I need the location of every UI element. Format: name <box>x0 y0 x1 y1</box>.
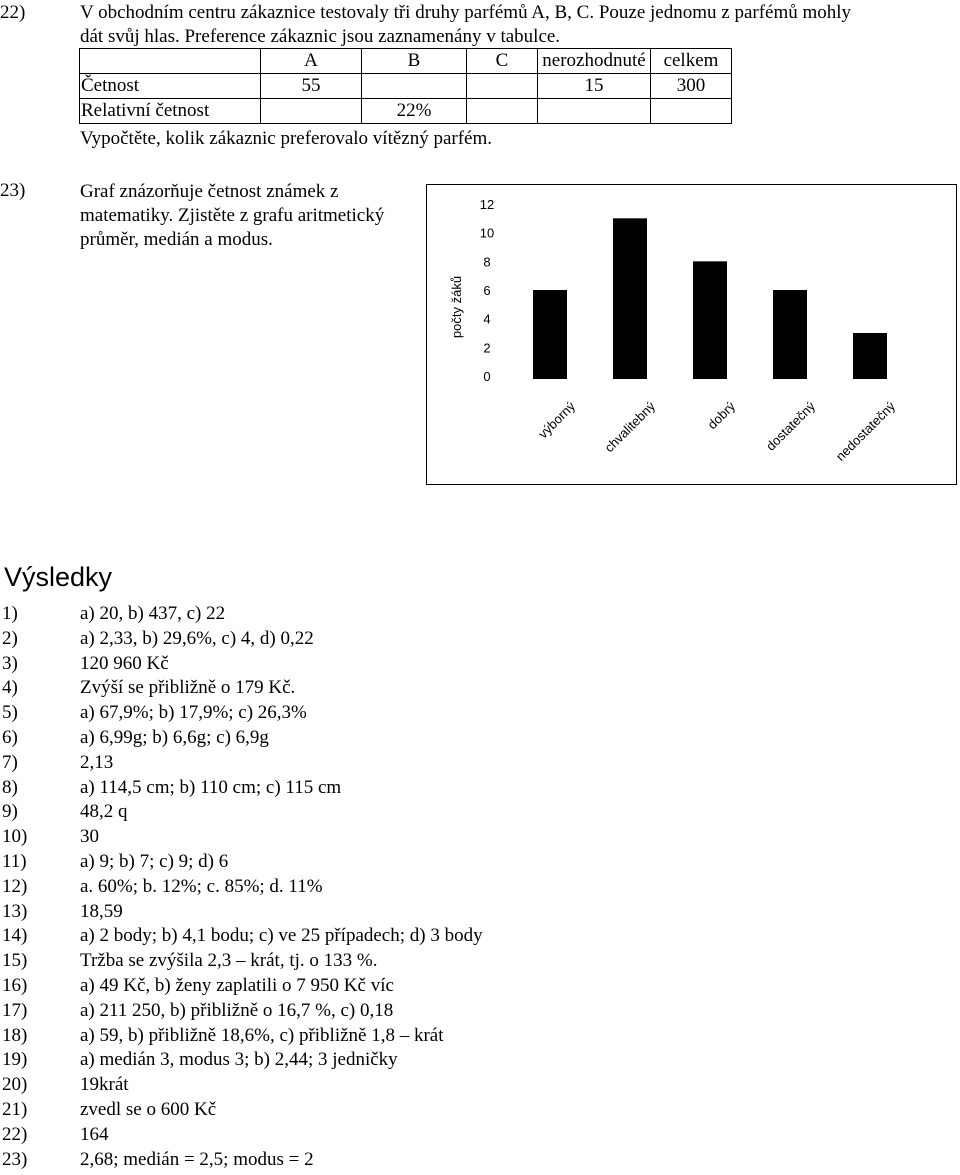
problem-22-number: 22) <box>0 2 26 23</box>
answer-text: a) 114,5 cm; b) 110 cm; c) 115 cm <box>80 776 342 798</box>
y-tick-label: 0 <box>483 369 491 384</box>
list-item <box>0 924 960 949</box>
preference-table <box>79 48 732 124</box>
answer-number: 21) <box>2 1098 28 1120</box>
answer-number: 12) <box>2 875 28 897</box>
answer-text: 19krát <box>80 1074 129 1096</box>
answer-number: 1) <box>2 603 18 624</box>
bar-1 <box>533 290 567 379</box>
answer-number: 9) <box>2 801 18 823</box>
y-tick-label: 2 <box>483 340 491 356</box>
list-item <box>0 949 960 974</box>
answer-text: a) 59, b) přibližně 18,6%, c) přibližně 1,8 – krát <box>80 1024 444 1046</box>
table-row-label: Relativní četnost <box>80 99 261 124</box>
list-item <box>0 800 960 825</box>
y-tick-label: 12 <box>479 197 495 212</box>
table-header-cell: A <box>261 49 362 74</box>
answer-text: 18,59 <box>80 900 123 922</box>
list-item <box>0 1148 960 1173</box>
answer-number: 2) <box>2 627 18 649</box>
answer-number: 5) <box>2 702 18 724</box>
list-item <box>0 1123 960 1148</box>
list-item <box>0 875 960 900</box>
table-row-label: Četnost <box>80 74 261 99</box>
answer-text: Tržba se zvýšila 2,3 – krát, tj. o 133 %. <box>80 950 378 972</box>
answer-text: 48,2 q <box>80 801 128 823</box>
bar-2 <box>613 218 647 379</box>
y-tick-label: 6 <box>483 283 491 298</box>
answer-number: 16) <box>2 974 28 996</box>
y-tick-label: 4 <box>483 311 491 327</box>
table-cell: 15 <box>538 74 651 99</box>
answer-text: a) 211 250, b) přibližně o 16,7 %, c) 0,18 <box>80 999 394 1021</box>
list-item <box>0 900 960 925</box>
answer-number: 17) <box>2 999 28 1021</box>
table-cell: 55 <box>261 74 362 99</box>
x-category-label: výborný <box>535 398 579 442</box>
answer-text: Zvýší se přibližně o 179 Kč. <box>80 677 296 699</box>
x-category-label: dostatečný <box>763 398 819 454</box>
table-cell: 22% <box>362 99 467 124</box>
answer-text: a) 6,99g; b) 6,6g; c) 6,9g <box>80 726 269 748</box>
answer-number: 14) <box>2 925 28 947</box>
answer-number: 11) <box>2 850 27 872</box>
answer-number: 13) <box>2 900 28 922</box>
problem-23-number: 23) <box>0 180 26 201</box>
answer-number: 8) <box>2 776 18 798</box>
bar-3 <box>693 261 727 379</box>
y-tick-label: 8 <box>483 254 491 270</box>
table-cell <box>538 99 651 124</box>
answer-text: a) 49 Kč, b) ženy zaplatili o 7 950 Kč víc <box>80 974 394 996</box>
list-item <box>0 1048 960 1073</box>
list-item <box>0 726 960 751</box>
table-header-cell: nerozhodnuté <box>538 49 651 74</box>
grades-bar-chart <box>426 184 957 485</box>
x-category-label: chvalitebný <box>601 398 659 456</box>
problem-22-question: Vypočtěte, kolik zákaznic preferovalo vítězný parfém. <box>80 128 493 149</box>
answer-text: a) medián 3, modus 3; b) 2,44; 3 jedničky <box>80 1049 398 1071</box>
answer-number: 20) <box>2 1074 28 1096</box>
list-item <box>0 850 960 875</box>
table-header-cell: B <box>362 49 467 74</box>
x-category-label: nedostatečný <box>832 398 899 464</box>
list-item <box>0 1073 960 1098</box>
list-item <box>0 1024 960 1049</box>
table-cell <box>467 74 538 99</box>
answer-text: 2,13 <box>80 751 114 773</box>
table-header-cell: C <box>467 49 538 74</box>
list-item <box>0 652 960 677</box>
list-item <box>0 825 960 850</box>
table-header-cell <box>80 49 261 74</box>
answer-number: 10) <box>2 826 28 848</box>
answer-number: 22) <box>2 1123 28 1145</box>
answer-text: a) 2,33, b) 29,6%, c) 4, d) 0,22 <box>80 627 314 649</box>
table-row <box>80 74 732 99</box>
problem-22-text-line1: V obchodním centru zákaznice testovaly tři druhy parfémů A, B, C. Pouze jednomu z parfémů mohly <box>80 2 852 23</box>
list-item <box>0 974 960 999</box>
problem-22-text-line2: dát svůj hlas. Preference zákaznic jsou zaznamenány v tabulce. <box>80 26 561 47</box>
table-row <box>80 99 732 124</box>
list-item <box>0 676 960 701</box>
answer-number: 23) <box>2 1148 28 1170</box>
answer-text: 164 <box>80 1123 109 1145</box>
list-item <box>0 627 960 652</box>
answer-number: 7) <box>2 751 18 773</box>
table-cell: 300 <box>651 74 732 99</box>
answer-text: 2,68; medián = 2,5; modus = 2 <box>80 1148 314 1170</box>
answer-number: 19) <box>2 1049 28 1071</box>
table-header-row <box>80 49 732 74</box>
answer-text: a) 9; b) 7; c) 9; d) 6 <box>80 850 229 872</box>
answer-text: a) 67,9%; b) 17,9%; c) 26,3% <box>80 702 307 724</box>
answer-number: 6) <box>2 726 18 748</box>
list-item <box>0 751 960 776</box>
answer-text: 30 <box>80 826 99 848</box>
list-item <box>0 1098 960 1123</box>
answer-text: a. 60%; b. 12%; c. 85%; d. 11% <box>80 875 323 897</box>
answer-number: 15) <box>2 950 28 972</box>
answer-text: a) 20, b) 437, c) 22 <box>80 603 226 624</box>
list-item <box>0 602 960 627</box>
x-category-label: dobrý <box>704 398 739 433</box>
y-axis-label: počty žáků <box>449 275 464 339</box>
answer-number: 18) <box>2 1024 28 1046</box>
answer-text: zvedl se o 600 Kč <box>80 1098 217 1120</box>
table-cell <box>362 74 467 99</box>
answer-text: a) 2 body; b) 4,1 bodu; c) ve 25 případech; d) 3 body <box>80 925 483 947</box>
table-cell <box>467 99 538 124</box>
answer-number: 3) <box>2 652 18 674</box>
chart-canvas <box>427 185 956 484</box>
bar-4 <box>773 290 807 379</box>
bar-5 <box>853 333 887 379</box>
results-heading: Výsledky <box>4 562 113 592</box>
table-header-cell: celkem <box>651 49 732 74</box>
table-cell <box>651 99 732 124</box>
answers-list <box>0 602 960 1172</box>
list-item <box>0 999 960 1024</box>
table-cell <box>261 99 362 124</box>
problem-23-text: Graf znázorňuje četnost známek z matematiky. Zjistěte z grafu aritmetický průměr, medián a modus. <box>80 181 385 250</box>
answer-text: 120 960 Kč <box>80 652 169 674</box>
y-tick-label: 10 <box>479 225 495 241</box>
answer-number: 4) <box>2 677 18 699</box>
list-item <box>0 776 960 801</box>
list-item <box>0 701 960 726</box>
